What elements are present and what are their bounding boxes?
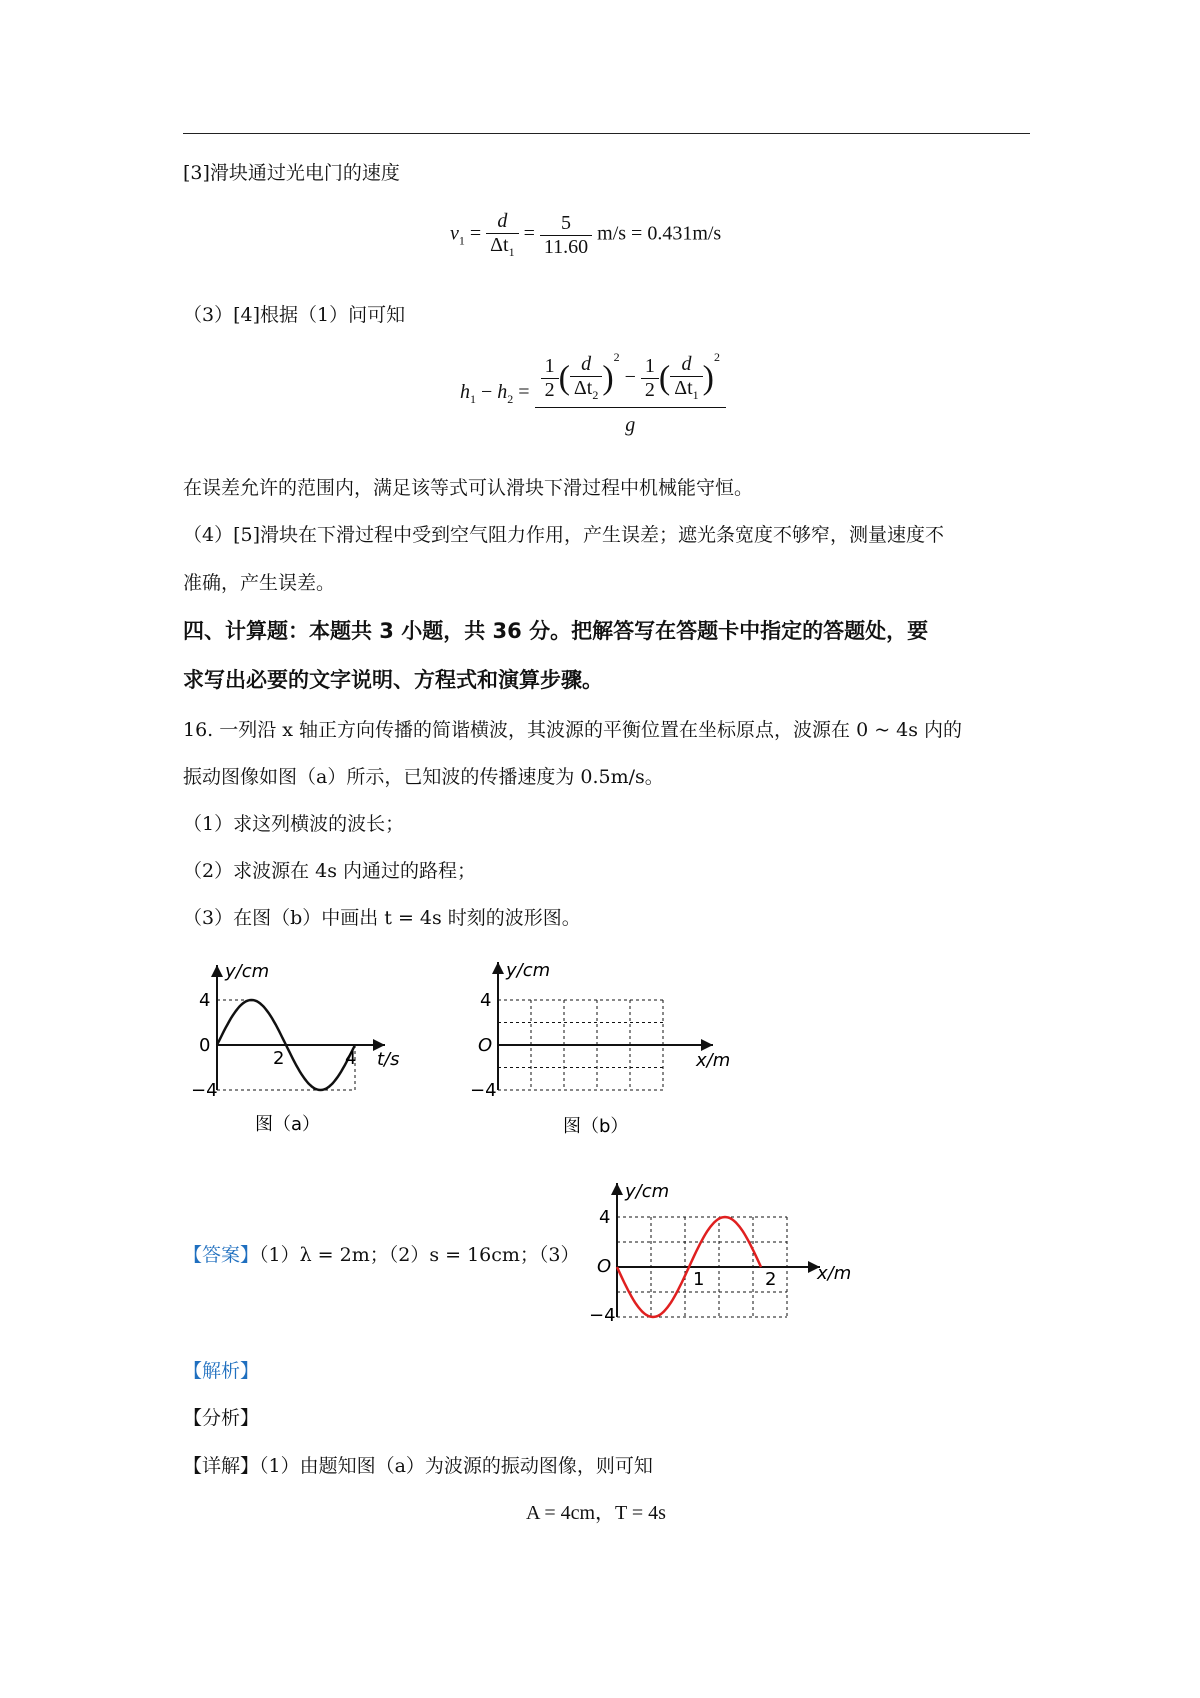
fig-a-caption: 图（a） [255, 1114, 321, 1135]
denominator-g: g [625, 414, 636, 437]
q16-sub1: （1）求这列横波的波长； [183, 813, 405, 835]
answer-line [183, 1242, 580, 1268]
sub-1b: 1 [508, 245, 515, 259]
velocity-result: m/s = 0.431m/s [597, 222, 722, 245]
q16-line1: 16. 一列沿 x 轴正方向传播的简谐横波，其波源的平衡位置在坐标原点，波源在 0 ~ 4s 内的 [183, 719, 963, 741]
fig-b-caption: 图（b） [563, 1116, 629, 1137]
ans-ylabel: y/cm [625, 1181, 670, 1202]
q16-sub2: （2）求波源在 4s 内通过的路程； [183, 860, 477, 882]
ans-xtick1: 1 [693, 1269, 705, 1290]
fig-a-ybottom: −4 [191, 1080, 218, 1101]
q16-line2: 振动图像如图（a）所示，已知波的传播速度为 0.5m/s。 [183, 766, 664, 788]
detail-text: （1）由题知图（a）为波源的振动图像，则可知 [259, 1455, 653, 1477]
detail-tag: 【详解】 [183, 1455, 260, 1477]
fig-b-xlabel: x/m [696, 1050, 731, 1071]
fig-a-ylabel: y/cm [225, 961, 270, 982]
var-v: v [450, 222, 459, 245]
var-h2: h [497, 380, 508, 403]
ans-xtick2: 2 [765, 1269, 777, 1290]
denominator-dt: Δt [490, 234, 509, 256]
sub-1: 1 [458, 233, 465, 248]
section-title-line2: 求写出必要的文字说明、方程式和演算步骤。 [183, 668, 603, 692]
section-title-line1: 四、计算题：本题共 3 小题，共 36 分。把解答写在答题卡中指定的答题处，要 [183, 619, 929, 643]
fraction-d-dt [486, 210, 518, 260]
energy-equation: $h_1 - h_2$ = $\frac{1}{2}$ ( $\frac{d}{\Delta t_2}$ )$^2$ − $\frac{1}{2}$ ( $\frac{d}{\Delta t_1}$ )$^2$ g [460, 350, 726, 437]
fig-b-origin: O [478, 1035, 493, 1056]
fig-a-xtick4: 4 [345, 1048, 357, 1069]
fenxi-tag: 【分析】 [183, 1407, 260, 1429]
ans-ytop: 4 [599, 1207, 611, 1228]
numerator-d: d [486, 210, 518, 234]
fig-a-xtick2: 2 [273, 1048, 285, 1069]
figure-answer [585, 1175, 865, 1325]
fig-a-origin: 0 [199, 1035, 211, 1056]
error-text: 在误差允许的范围内，满足该等式可认滑块下滑过程中机械能守恒。 [183, 477, 754, 499]
velocity-equation: $v_1$ = $\frac{d}{\Delta t_1}$ = $\frac{5}{11.60}$ m/s = 0.431m/s [450, 210, 722, 259]
big-fraction: $\frac{1}{2}$ ( $\frac{d}{\Delta t_2}$ )$^2$ − $\frac{1}{2}$ ( $\frac{d}{\Delta t_1}$ )$^2$ g [535, 350, 726, 437]
intro-speed-text: [3]滑块通过光电门的速度 [183, 162, 400, 184]
ans-ybottom: −4 [589, 1305, 616, 1325]
fig-a-xlabel: t/s [377, 1049, 400, 1070]
numerator-5: 5 [540, 212, 592, 236]
fig-b-ylabel: y/cm [506, 960, 551, 981]
ans-origin: O [597, 1256, 612, 1277]
fig-b-ybottom: −4 [470, 1080, 497, 1101]
fraction-5-over-time [540, 212, 592, 259]
header-rule [183, 133, 1030, 134]
fig-b-ytop: 4 [480, 990, 492, 1011]
answer-text: （1）λ = 2m；（2）s = 16cm；（3） [259, 1244, 580, 1266]
denominator-time: 11.60 [543, 235, 589, 258]
part4-line1: （4）[5]滑块在下滑过程中受到空气阻力作用，产生误差；遮光条宽度不够窄，测量速度不 [183, 524, 945, 546]
final-equation: A = 4cm，T = 4s [526, 1502, 666, 1524]
fig-a-ytop: 4 [199, 990, 211, 1011]
ans-xlabel: x/m [817, 1263, 852, 1284]
answer-tag: 【答案】 [183, 1244, 260, 1266]
figure-b [458, 950, 748, 1140]
figure-a [185, 955, 435, 1135]
part3-text: （3）[4]根据（1）问可知 [183, 304, 406, 326]
part4-line2: 准确，产生误差。 [183, 572, 336, 594]
var-h1: h [460, 380, 470, 403]
detail-line [183, 1453, 653, 1479]
analysis-tag: 【解析】 [183, 1360, 260, 1382]
q16-sub3: （3）在图（b）中画出 t = 4s 时刻的波形图。 [183, 907, 581, 929]
